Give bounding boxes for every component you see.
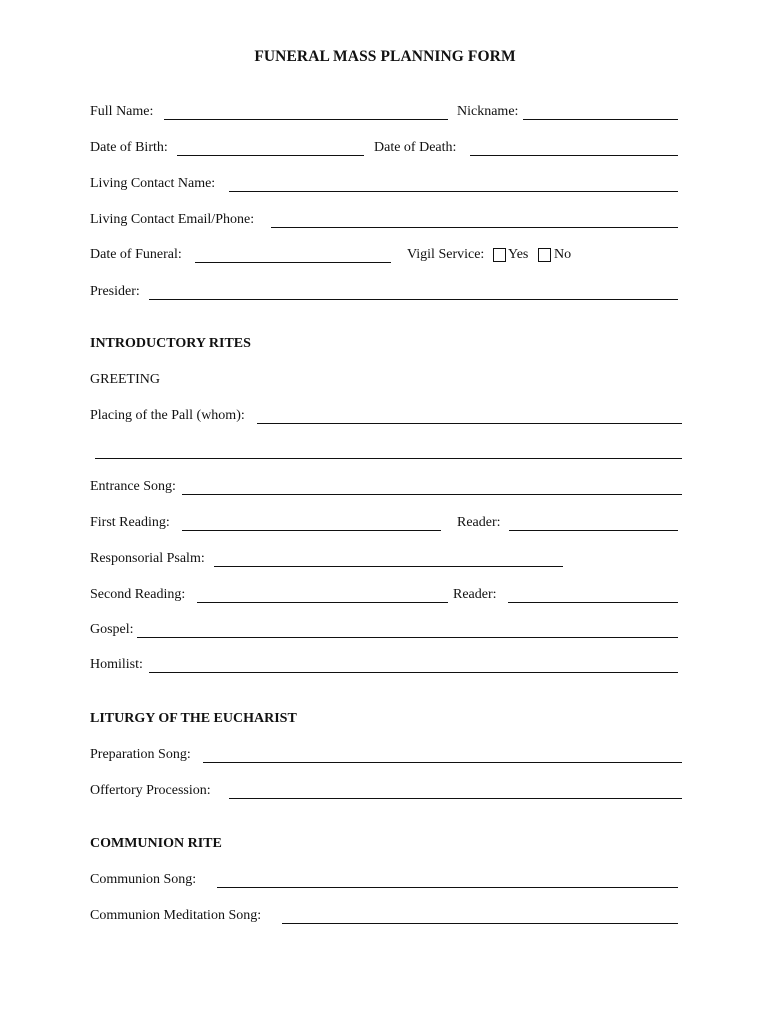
first-reading-label: First Reading:	[90, 515, 170, 530]
placing-of-pall-row	[90, 408, 690, 428]
second-reading-row	[90, 587, 690, 607]
presider-row	[90, 284, 690, 304]
responsorial-psalm-row	[90, 551, 690, 571]
preparation-song-row	[90, 747, 690, 767]
presider-field[interactable]	[149, 299, 678, 300]
second-reading-label: Second Reading:	[90, 587, 186, 602]
entrance-song-row	[90, 479, 690, 499]
date-of-death-label: Date of Death:	[374, 140, 457, 155]
living-contact-name-row	[90, 176, 690, 196]
responsorial-psalm-label: Responsorial Psalm:	[90, 551, 205, 566]
offertory-procession-row	[90, 783, 690, 803]
second-reader-label: Reader:	[453, 587, 497, 602]
preparation-song-field[interactable]	[203, 762, 682, 763]
communion-song-label: Communion Song:	[90, 872, 197, 887]
greeting-label: GREETING	[90, 372, 160, 387]
living-contact-email-field[interactable]	[271, 227, 678, 228]
vigil-yes-checkbox[interactable]	[493, 248, 506, 262]
communion-meditation-song-field[interactable]	[282, 923, 678, 924]
vigil-no-checkbox[interactable]	[538, 248, 551, 262]
homilist-field[interactable]	[149, 672, 678, 673]
second-reading-field[interactable]	[197, 602, 448, 603]
liturgy-of-eucharist-heading: LITURGY OF THE EUCHARIST	[90, 711, 297, 726]
first-reader-label: Reader:	[457, 515, 501, 530]
living-contact-email-label: Living Contact Email/Phone:	[90, 212, 255, 227]
funeral-vigil-row	[90, 247, 690, 267]
entrance-song-label: Entrance Song:	[90, 479, 176, 494]
offertory-procession-label: Offertory Procession:	[90, 783, 211, 798]
date-of-birth-field[interactable]	[177, 155, 364, 156]
gospel-field[interactable]	[137, 637, 678, 638]
vigil-service-label: Vigil Service:	[407, 247, 485, 262]
full-name-label: Full Name:	[90, 104, 154, 119]
placing-of-pall-field[interactable]	[257, 423, 682, 424]
nickname-label: Nickname:	[457, 104, 519, 119]
entrance-song-field[interactable]	[182, 494, 682, 495]
placing-of-pall-label: Placing of the Pall (whom):	[90, 408, 245, 423]
second-reader-field[interactable]	[508, 602, 678, 603]
date-of-birth-label: Date of Birth:	[90, 140, 168, 155]
communion-meditation-song-label: Communion Meditation Song:	[90, 908, 262, 923]
first-reading-field[interactable]	[182, 530, 441, 531]
first-reading-row	[90, 515, 690, 535]
communion-rite-heading: COMMUNION RITE	[90, 836, 222, 851]
living-contact-name-label: Living Contact Name:	[90, 176, 216, 191]
vigil-no-label: No	[554, 247, 572, 262]
living-contact-email-row	[90, 212, 690, 232]
full-name-field[interactable]	[164, 119, 448, 120]
vigil-yes-label: Yes	[508, 247, 529, 262]
nickname-field[interactable]	[523, 119, 678, 120]
homilist-label: Homilist:	[90, 657, 143, 672]
preparation-song-label: Preparation Song:	[90, 747, 191, 762]
communion-meditation-song-row	[90, 908, 690, 928]
gospel-label: Gospel:	[90, 622, 134, 637]
gospel-row	[90, 622, 690, 642]
communion-song-row	[90, 872, 690, 892]
offertory-procession-field[interactable]	[229, 798, 682, 799]
responsorial-psalm-field[interactable]	[214, 566, 563, 567]
date-of-funeral-label: Date of Funeral:	[90, 247, 182, 262]
full-name-row	[90, 104, 690, 124]
form-title: FUNERAL MASS PLANNING FORM	[254, 48, 516, 65]
communion-song-field[interactable]	[217, 887, 678, 888]
date-of-death-field[interactable]	[470, 155, 678, 156]
placing-of-pall-row-2	[90, 443, 690, 463]
first-reader-field[interactable]	[509, 530, 678, 531]
homilist-row	[90, 657, 690, 677]
living-contact-name-field[interactable]	[229, 191, 678, 192]
dates-row	[90, 140, 690, 160]
placing-of-pall-field-2[interactable]	[95, 458, 682, 459]
date-of-funeral-field[interactable]	[195, 262, 391, 263]
introductory-rites-heading: INTRODUCTORY RITES	[90, 336, 251, 351]
presider-label: Presider:	[90, 284, 140, 299]
